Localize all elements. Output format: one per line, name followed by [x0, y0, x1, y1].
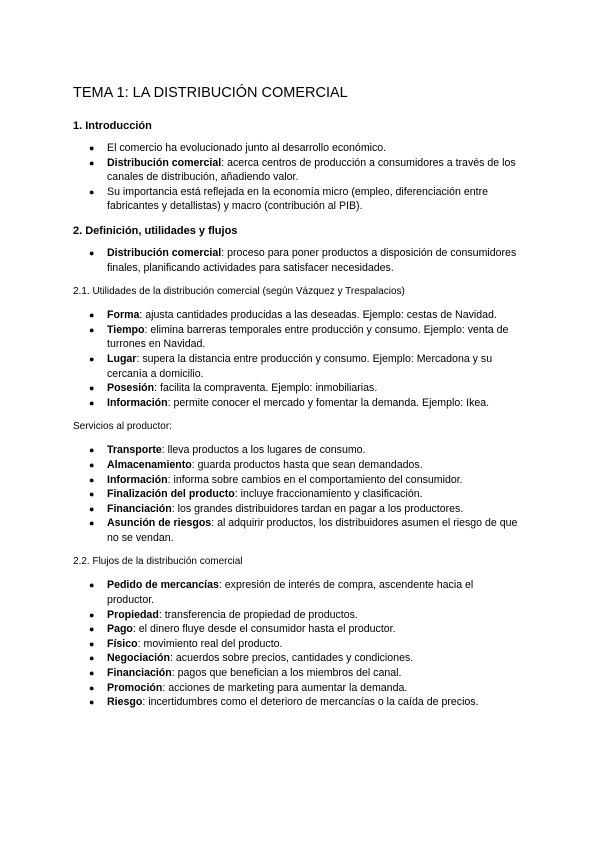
list-item: ● Pedido de mercancías: expresión de interés de compra, ascendente hacia el productor.	[89, 579, 474, 607]
bullet-icon: ●	[89, 609, 95, 620]
list-item: ● Información: permite conocer el mercado y fomentar la demanda. Ejemplo: Ikea.	[89, 396, 490, 409]
list-item: ● Forma: ajusta cantidades producidas a las deseadas. Ejemplo: cestas de Navidad.	[89, 309, 497, 322]
bullet-icon: ●	[89, 697, 95, 708]
list-item: ● Negociación: acuerdos sobre precios, cantidades y condiciones.	[89, 652, 414, 665]
bullet-list	[73, 578, 523, 709]
list-item: ● Financiación: los grandes distribuidores tardan en pagar a los productores.	[89, 502, 464, 515]
list-item: ● Finalización del producto: incluye fraccionamiento y clasificación.	[89, 488, 423, 501]
list-item: ● Información: informa sobre cambios en el comportamiento del consumidor.	[89, 473, 463, 486]
bullet-icon: ●	[89, 653, 95, 664]
list-item: ● Pago: el dinero fluye desde el consumidor hasta el productor.	[89, 623, 396, 636]
bullet-icon: ●	[89, 518, 95, 529]
subsection-heading-servicios: Servicios al productor:	[73, 421, 172, 433]
list-item: ● Transporte: lleva productos a los lugares de consumo.	[89, 444, 366, 457]
bullet-icon: ●	[89, 397, 95, 408]
bullet-icon: ●	[89, 310, 95, 321]
list-item: ● Financiación: pagos que benefician a los miembros del canal.	[89, 667, 402, 680]
bullet-icon: ●	[89, 668, 95, 679]
subsection-heading-flujos: 2.2. Flujos de la distribución comercial	[73, 556, 243, 568]
subsection-heading-utilidades: 2.1. Utilidades de la distribución comercial (según Vázquez y Trespalacios)	[73, 286, 405, 298]
bullet-icon: ●	[89, 580, 95, 591]
bullet-icon: ●	[89, 324, 95, 335]
bullet-icon: ●	[89, 474, 95, 485]
list-item: ● Asunción de riesgos: al adquirir productos, los distribuidores asumen el riesgo de que no se vendan.	[89, 517, 518, 544]
list-item: ● Lugar: supera la distancia entre producción y consumo. Ejemplo: Mercadona y su cercanía a domicilio.	[89, 352, 493, 380]
bullet-list	[73, 246, 523, 275]
list-item: ● Distribución comercial: acerca centros de producción a consumidores a través de los canales de distribución, añadiendo valor.	[89, 156, 516, 184]
document-page	[73, 84, 523, 720]
bullet-icon: ●	[89, 682, 95, 693]
list-item: ● Su importancia está reflejada en la economía micro (empleo, diferenciación entre fabricantes y detallistas) y macro (contribución al PIB).	[89, 185, 488, 213]
bullet-icon: ●	[89, 445, 95, 456]
bullet-list	[73, 308, 523, 410]
bullet-icon: ●	[89, 459, 95, 470]
list-item: ● Distribución comercial: proceso para poner productos a disposición de consumidores finales, planificando actividades para satisfacer necesidades.	[89, 246, 517, 274]
bullet-icon: ●	[89, 503, 95, 514]
list-item: ● Riesgo: incertidumbres como el deterioro de mercancías o la caída de precios.	[89, 696, 479, 709]
bullet-icon: ●	[89, 489, 95, 500]
bullet-icon: ●	[89, 157, 95, 168]
bullet-icon: ●	[89, 186, 95, 197]
list-item: ● Almacenamiento: guarda productos hasta que sean demandados.	[89, 458, 423, 471]
section-heading-introduccion: 1. Introducción	[73, 120, 152, 132]
bullet-icon: ●	[89, 624, 95, 635]
bullet-icon: ●	[89, 247, 95, 258]
document-title: TEMA 1: LA DISTRIBUCIÓN COMERCIAL	[73, 85, 348, 101]
list-item: ● El comercio ha evolucionado junto al desarrollo económico.	[89, 142, 387, 154]
list-item: ● Promoción: acciones de marketing para aumentar la demanda.	[89, 681, 408, 694]
bullet-list	[73, 443, 523, 545]
section-heading-definicion: 2. Definición, utilidades y flujos	[73, 224, 238, 237]
list-item: ● Tiempo: elimina barreras temporales entre producción y consumo. Ejemplo: venta de turrones en Navidad.	[89, 323, 509, 351]
bullet-icon: ●	[89, 638, 95, 649]
bullet-icon: ●	[89, 143, 95, 153]
bullet-icon: ●	[89, 353, 95, 364]
list-item: ● Físico: movimiento real del producto.	[89, 637, 283, 650]
list-item: ● Posesión: facilita la compraventa. Ejemplo: inmobiliarias.	[89, 382, 378, 395]
bullet-icon: ●	[89, 383, 95, 394]
bullet-list	[73, 141, 523, 214]
list-item: ● Propiedad: transferencia de propiedad de productos.	[89, 608, 358, 621]
